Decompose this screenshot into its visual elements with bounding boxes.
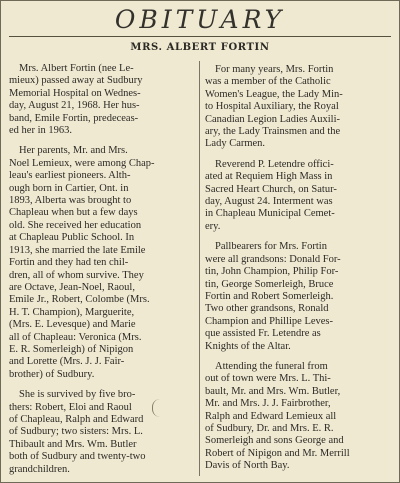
text-line: 1913, she married the late Emile: [9, 244, 146, 256]
text-line: Chapleau when but a few days: [9, 207, 138, 219]
text-line: dren, all of whom survive. They: [9, 269, 144, 281]
text-line: brother) of Sudbury.: [9, 368, 95, 380]
text-line: Two other grandsons, Ronald: [205, 303, 329, 315]
text-line: tin, George Somerleigh, Bruce: [205, 278, 334, 290]
text-line: all of Chapleau: Veronica (Mrs.: [9, 331, 142, 343]
text-line: Ralph and Edward Lemieux all: [205, 410, 337, 422]
text-line: Fortin and they had ten chil-: [9, 257, 129, 269]
text-line: leau's earliest pioneers. Alth-: [9, 170, 131, 182]
text-line: mieux) passed away at Sudbury: [9, 75, 143, 87]
text-line: ough born in Cartier, Ont. in: [9, 182, 129, 194]
text-line: ery.: [205, 220, 221, 232]
text-line: grandchildren.: [9, 463, 70, 475]
text-line: to Hospital Auxiliary, the Royal: [205, 101, 339, 113]
text-line: was a member of the Catholic: [205, 76, 331, 88]
text-line: Pallbearers for Mrs. Fortin: [215, 241, 327, 253]
deceased-name-heading: MRS. ALBERT FORTIN: [130, 42, 270, 53]
text-line: H. T. Champion), Marguerite,: [9, 306, 135, 318]
text-line: Fortin and Robert Somerleigh.: [205, 290, 334, 302]
text-line: day, August 24. Interment was: [205, 196, 333, 208]
text-line: ated at Requiem High Mass in: [205, 171, 333, 183]
obituary-paragraph: [205, 159, 393, 233]
text-line: Lady Carmen.: [205, 138, 266, 150]
text-line: of Sudbury, Dr. and Mrs. E. R.: [205, 422, 334, 434]
text-line: band, Emile Fortin, predeceas-: [9, 112, 139, 124]
text-line: were all grandsons: Donald For-: [205, 253, 341, 265]
text-line: tin, John Champion, Philip For-: [205, 266, 339, 278]
text-line: thers: Robert, Eloi and Raoul: [9, 401, 132, 413]
obituary-paragraph: [205, 241, 393, 353]
text-line: old. She received her education: [9, 219, 142, 231]
text-line: (Mrs. E. Levesque) and Marie: [9, 319, 136, 331]
obituary-paragraph: [9, 63, 195, 137]
text-line: Emile Jr., Robert, Colombe (Mrs.: [9, 294, 150, 306]
obituary-paragraph: [9, 145, 195, 381]
text-line: Her parents, Mr. and Mrs.: [19, 145, 128, 157]
obituary-paragraph: [9, 389, 195, 476]
text-line: For many years, Mrs. Fortin: [215, 64, 334, 75]
text-line: ed her in 1963.: [9, 125, 72, 137]
obituary-paragraph: [205, 361, 393, 473]
text-line: and Lorette (Mrs. J. J. Fair-: [9, 356, 125, 368]
text-line: Canadian Legion Ladies Auxili-: [205, 113, 341, 125]
text-line: ary, the Lady Trainsmen and the: [205, 126, 341, 138]
text-line: bault, Mr. and Mrs. Wm. Butler,: [205, 385, 341, 397]
column-divider: [199, 61, 200, 476]
text-line: Memorial Hospital on Wednes-: [9, 87, 141, 99]
text-line: Knights of the Altar.: [205, 340, 291, 352]
text-line: Thibault and Mrs. Wm. Butler: [9, 438, 137, 450]
pencil-mark: [152, 399, 163, 417]
text-line: Champion and Phillipe Leves-: [205, 315, 334, 327]
text-line: Noel Lemieux, were among Chap-: [9, 157, 155, 169]
text-line: Women's League, the Lady Min-: [205, 88, 343, 100]
text-line: Reverend P. Letendre offici-: [215, 158, 334, 170]
text-line: Mr. and Mrs. J. J. Fairbrother,: [205, 398, 331, 410]
text-line: She is survived by five bro-: [19, 389, 136, 401]
text-line: Robert of Nipigon and Mr. Merrill: [205, 447, 350, 459]
text-line: E. R. Somerleigh) of Nipigon: [9, 343, 134, 355]
text-line: at Chapleau Public School. In: [9, 232, 135, 244]
obituary-paragraph: [205, 64, 393, 151]
text-line: Davis of North Bay.: [205, 460, 290, 472]
masthead-rule: [9, 36, 391, 37]
text-line: Mrs. Albert Fortin (nee Le-: [19, 63, 134, 74]
text-line: are Octave, Jean-Noel, Raoul,: [9, 281, 135, 293]
right-text-column: [205, 64, 393, 481]
text-line: Attending the funeral from: [215, 360, 328, 372]
obituary-masthead: OBITUARY: [114, 5, 286, 34]
text-line: Sacred Heart Church, on Satur-: [205, 183, 337, 195]
left-text-column: [9, 63, 195, 483]
text-line: day, August 21, 1968. Her hus-: [9, 100, 140, 112]
text-line: Somerleigh and sons George and: [205, 435, 344, 447]
text-line: in Chapleau Municipal Cemet-: [205, 208, 335, 220]
text-line: 1893, Alberta was brought to: [9, 195, 132, 207]
text-line: que assisted Fr. Letendre as: [205, 328, 321, 340]
text-line: of Chapleau, Ralph and Edward: [9, 413, 144, 425]
text-line: of Sudbury; two sisters: Mrs. L.: [9, 426, 143, 438]
text-line: out of town were Mrs. L. Thi-: [205, 373, 331, 385]
text-line: both of Sudbury and twenty-two: [9, 451, 146, 463]
